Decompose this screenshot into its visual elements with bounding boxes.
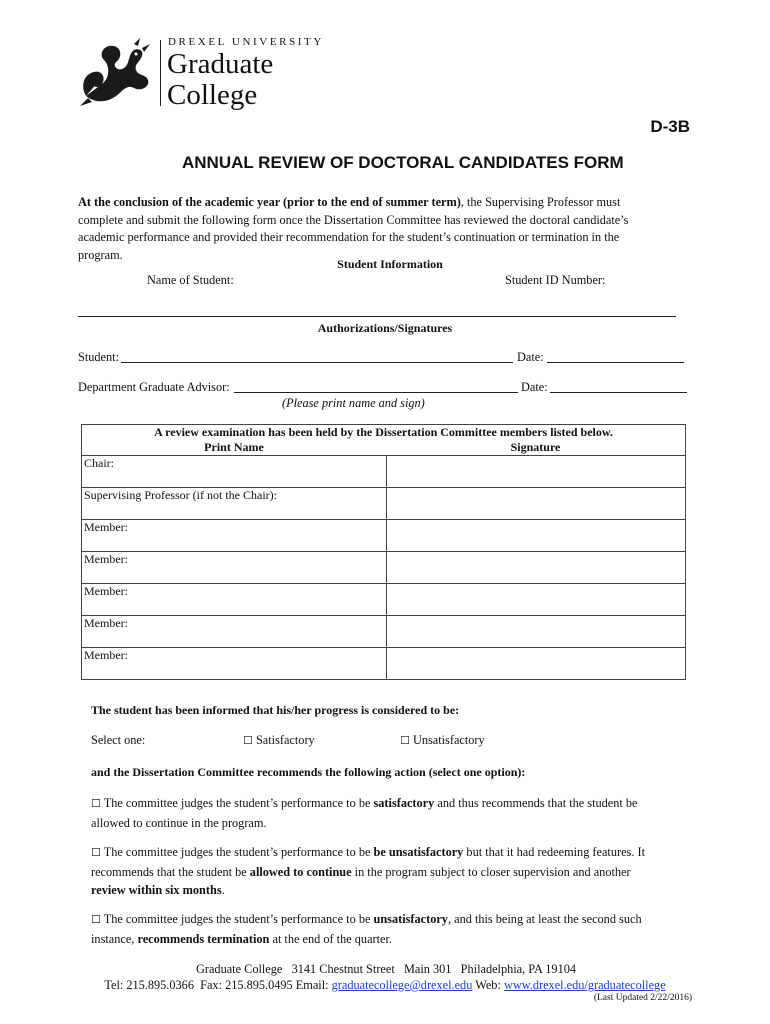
progress-statement: The student has been informed that his/her progress is considered to be: [91, 703, 460, 717]
committee-row-label[interactable]: Member: [82, 616, 387, 648]
committee-row-label[interactable]: Member: [82, 584, 387, 616]
print-name-header: Print Name [82, 440, 387, 456]
select-one-label: Select one: [91, 733, 146, 747]
university-name: DREXEL UNIVERSITY [168, 36, 324, 48]
website-link[interactable]: www.drexel.edu/graduatecollege [503, 978, 666, 992]
recommendation-option-2[interactable] [91, 843, 661, 900]
option-text: and thus recommends that the student be allowed to continue in the program. [91, 796, 638, 830]
last-updated: (Last Updated 2/22/2016) [593, 993, 692, 1003]
option-text: The committee judges the student’s performance to be [103, 845, 374, 859]
option-text: but that it had redeeming features. It recommends that the student be [91, 845, 645, 879]
option-text: at the end of the quarter. [269, 931, 392, 946]
committee-signature-cell[interactable] [386, 520, 686, 552]
student-info-heading: Student Information [337, 257, 443, 271]
intro-bold: At the conclusion of the academic year (prior to the end of summer term) [78, 195, 461, 209]
option-emphasis: allowed to continue [249, 864, 352, 879]
option-text: in the program subject to closer supervision and another [351, 864, 631, 879]
student-signature-field[interactable] [121, 362, 513, 363]
committee-table [81, 424, 686, 680]
committee-row-label[interactable]: Supervising Professor (if not the Chair): [82, 488, 387, 520]
committee-signature-cell[interactable] [386, 648, 686, 680]
option-text: . [221, 883, 225, 897]
unsatisfactory-label: Unsatisfactory [412, 733, 485, 747]
email-link[interactable]: graduatecollege@drexel.edu [331, 978, 473, 992]
satisfactory-label: Satisfactory [255, 733, 315, 747]
checkbox-icon[interactable]: ☐ [91, 846, 101, 859]
satisfactory-option[interactable] [243, 733, 315, 748]
option-emphasis: review within six months [91, 883, 222, 897]
advisor-signature-field[interactable] [234, 392, 518, 393]
committee-row-label[interactable]: Chair: [82, 456, 387, 488]
table-row [82, 648, 686, 680]
option-text: The committee judges the student’s performance to be [103, 912, 374, 926]
college-name-line1: Graduate [167, 48, 274, 80]
recommendation-option-1[interactable] [91, 794, 661, 832]
footer-contact [0, 978, 770, 993]
option-emphasis: be unsatisfactory [373, 845, 464, 859]
unsatisfactory-option[interactable] [400, 733, 485, 748]
student-date-field[interactable] [547, 362, 684, 363]
committee-row-label[interactable]: Member: [82, 520, 387, 552]
footer-address: Graduate College 3141 Chestnut Street Main 301 Philadelphia, PA 19104 [195, 962, 577, 976]
student-sign-label: Student: [78, 350, 119, 364]
table-row [82, 456, 686, 488]
table-row [82, 520, 686, 552]
option-text: The committee judges the student’s performance to be [103, 796, 374, 810]
student-date-label: Date: [517, 350, 544, 364]
intro-paragraph [78, 194, 658, 264]
committee-row-label[interactable]: Member: [82, 648, 387, 680]
form-title: ANNUAL REVIEW OF DOCTORAL CANDIDATES FORM [182, 153, 624, 172]
student-id-label: Student ID Number: [505, 273, 606, 287]
option-emphasis: unsatisfactory [373, 912, 448, 926]
footer-tel: Tel: 215.895.0366 Fax: 215.895.0495 Email: [104, 978, 332, 992]
drexel-graduate-college-logo [76, 34, 326, 116]
footer-web-label: Web: [472, 978, 504, 992]
authorizations-heading: Authorizations/Signatures [317, 321, 453, 335]
form-code: D-3B [650, 117, 690, 136]
table-row [82, 584, 686, 616]
committee-row-label[interactable]: Member: [82, 552, 387, 584]
table-row [82, 552, 686, 584]
signature-header: Signature [386, 440, 686, 456]
option-emphasis: recommends termination [137, 931, 270, 946]
recommendation-heading: and the Dissertation Committee recommends the following action (select one option): [91, 765, 526, 779]
committee-signature-cell[interactable] [386, 616, 686, 648]
dragon-icon [76, 34, 156, 114]
option-emphasis: satisfactory [373, 796, 435, 810]
student-name-label: Name of Student: [147, 273, 234, 287]
checkbox-icon[interactable]: ☐ [400, 734, 410, 747]
intro-text: , the Supervising Professor must complete and submit the following form once the Dissertation Committee has reviewed the doctoral candidate’s academic performance and provided their recommendation for the student’s continuation or termination in the program. [78, 195, 629, 262]
committee-signature-cell[interactable] [386, 584, 686, 616]
advisor-date-label: Date: [521, 380, 548, 394]
committee-signature-cell[interactable] [386, 552, 686, 584]
committee-signature-cell[interactable] [386, 456, 686, 488]
table-row [82, 616, 686, 648]
checkbox-icon[interactable]: ☐ [243, 734, 253, 747]
committee-signature-cell[interactable] [386, 488, 686, 520]
option-text: , and this being at least the second such instance, [91, 912, 642, 946]
print-name-note: (Please print name and sign) [282, 396, 425, 410]
advisor-label: Department Graduate Advisor: [78, 380, 230, 394]
advisor-date-field[interactable] [550, 392, 687, 393]
checkbox-icon[interactable]: ☐ [91, 797, 101, 810]
college-name-line2: College [167, 79, 258, 111]
checkbox-icon[interactable]: ☐ [91, 913, 101, 926]
table-row [82, 488, 686, 520]
recommendation-option-3[interactable] [91, 910, 661, 948]
committee-caption: A review examination has been held by the Dissertation Committee members listed below. [82, 425, 686, 441]
student-info-line[interactable] [78, 316, 676, 317]
